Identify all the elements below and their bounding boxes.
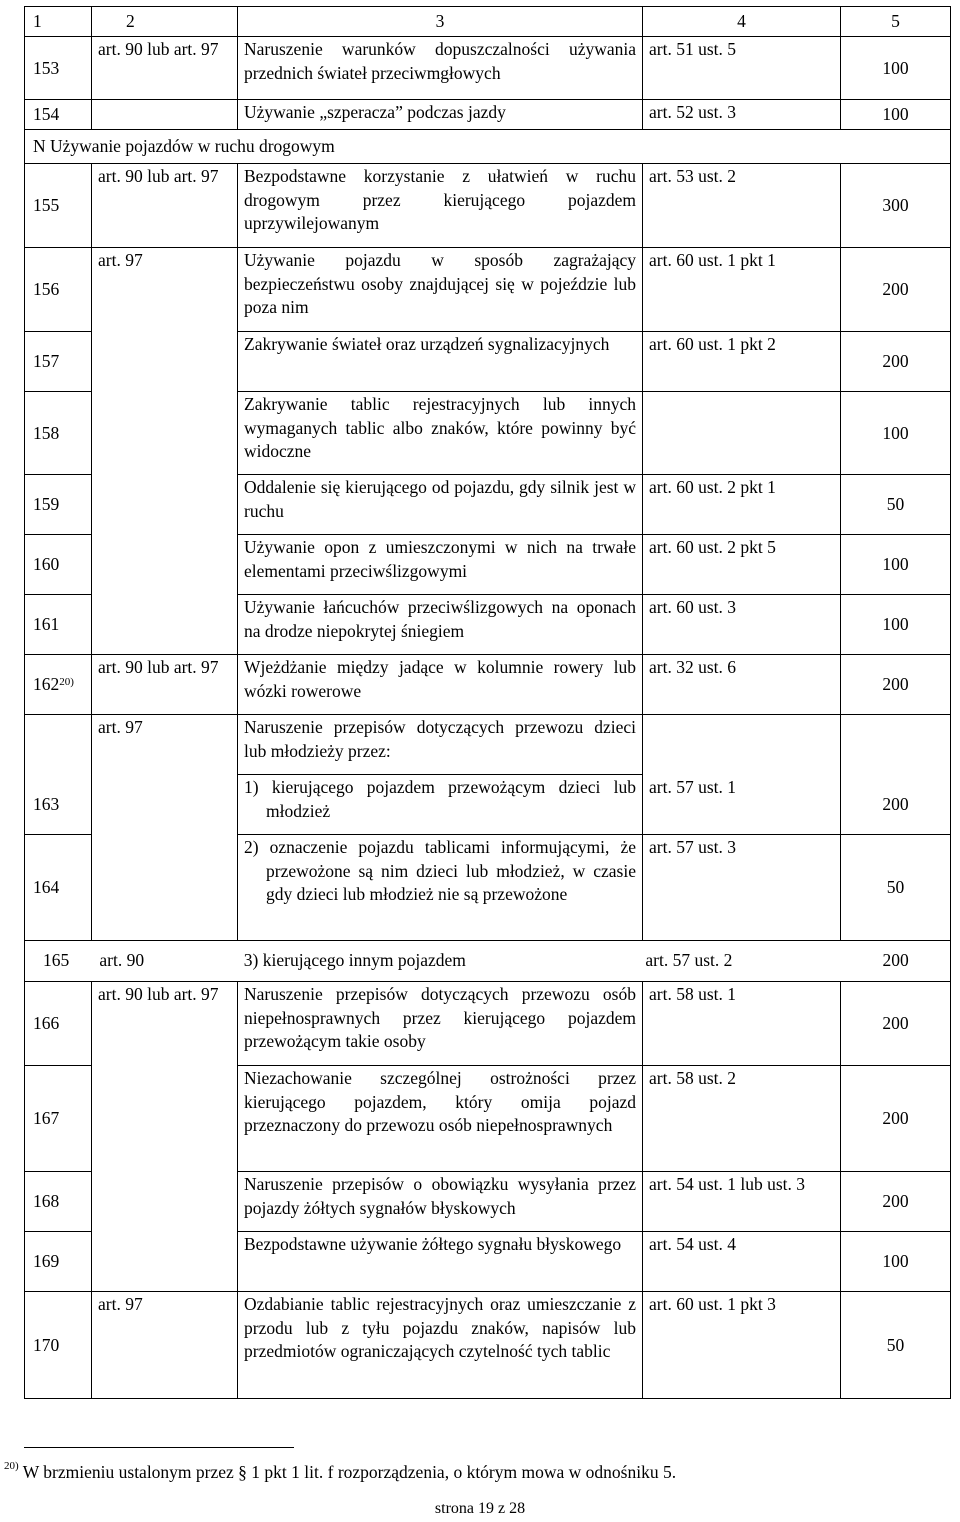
fine-amount: 200 — [882, 950, 909, 971]
offense-description: Ozdabianie tablic rejestracyjnych oraz umieszczanie z przodu lub z tyłu pojazdu znaków, napisów lub przedmiotów ograniczających czytelność tych tablic — [238, 1292, 643, 1399]
fine-amount: 200 — [841, 982, 951, 1066]
offense-description: Naruszenie warunków dopuszczalności używania przednich świateł przeciwmgłowych — [238, 37, 643, 100]
legal-article: art. 90 lub art. 97 — [92, 37, 238, 100]
legal-article: art. 90 — [99, 950, 145, 971]
legal-article — [92, 392, 238, 475]
legal-basis: art. 52 ust. 3 — [643, 100, 841, 130]
row-number-text: 162 — [33, 674, 60, 695]
offense-description: Używanie „szperacza” podczas jazdy — [238, 100, 643, 130]
row-number: 159 — [25, 475, 92, 535]
offense-description: Oddalenie się kierującego od pojazdu, gdy silnik jest w ruchu — [238, 475, 643, 535]
legal-basis: art. 58 ust. 2 — [643, 1066, 841, 1172]
offense-description: Bezpodstawne korzystanie z ułatwień w ruchu drogowym przez kierującego pojazdem uprzywilejowanym — [238, 164, 643, 248]
row-number — [25, 655, 92, 715]
row-number: 161 — [25, 595, 92, 655]
table-row — [25, 775, 951, 835]
legal-basis: art. 60 ust. 2 pkt 1 — [643, 475, 841, 535]
row-number: 170 — [25, 1292, 92, 1399]
legal-basis: art. 60 ust. 1 pkt 3 — [643, 1292, 841, 1399]
offense-description-text: 2) oznaczenie pojazdu tablicami informującymi, że przewożone są nim dzieci lub młodzież, w czasie gdy dzieci lub młodzież nie są przewożone — [244, 837, 636, 904]
table-row — [25, 1292, 951, 1399]
legal-basis — [643, 715, 841, 775]
table-row — [25, 37, 951, 100]
table-row — [25, 475, 951, 535]
row-number: 156 — [25, 248, 92, 332]
legal-basis: art. 51 ust. 5 — [643, 37, 841, 100]
row-number: 155 — [25, 164, 92, 248]
header-col-4: 4 — [643, 7, 841, 37]
fine-amount: 200 — [841, 1066, 951, 1172]
row-number — [25, 715, 92, 775]
group-header-row — [25, 715, 951, 775]
fine-amount: 300 — [841, 164, 951, 248]
table-row — [25, 595, 951, 655]
legal-basis: art. 60 ust. 1 pkt 1 — [643, 248, 841, 332]
footnote-ref: 20) — [59, 676, 74, 689]
legal-article — [92, 1066, 238, 1172]
fine-amount: 200 — [841, 775, 951, 835]
table-row — [25, 941, 951, 982]
offense-description: Używanie pojazdu w sposób zagrażający bezpieczeństwu osoby znajdującej się w pojeździe lub poza nim — [238, 248, 643, 332]
legal-basis: art. 60 ust. 2 pkt 5 — [643, 535, 841, 595]
fine-amount: 100 — [841, 37, 951, 100]
legal-article — [92, 1232, 238, 1292]
legal-basis: art. 60 ust. 3 — [643, 595, 841, 655]
table-row — [25, 248, 951, 332]
row-number: 165 — [43, 950, 70, 971]
legal-basis: art. 54 ust. 4 — [643, 1232, 841, 1292]
header-row — [25, 7, 951, 37]
row-number: 154 — [25, 100, 92, 130]
legal-basis: art. 32 ust. 6 — [643, 655, 841, 715]
legal-basis: art. 58 ust. 1 — [643, 982, 841, 1066]
row-number: 164 — [25, 835, 92, 941]
row-number: 157 — [25, 332, 92, 392]
row-number: 163 — [25, 775, 92, 835]
footnote-divider — [24, 1447, 294, 1448]
legal-article — [92, 595, 238, 655]
fine-amount: 100 — [841, 100, 951, 130]
offense-description: Wjeżdżanie między jadące w kolumnie rowery lub wózki rowerowe — [238, 655, 643, 715]
offense-description: Naruszenie przepisów dotyczących przewozu osób niepełnosprawnych przez kierującego pojazdem przewożącym takie osoby — [238, 982, 643, 1066]
header-col-5: 5 — [841, 7, 951, 37]
fine-amount — [841, 715, 951, 775]
table-row — [25, 1066, 951, 1172]
row-165-flow — [25, 941, 951, 982]
legal-article — [92, 332, 238, 392]
table-row — [25, 835, 951, 941]
legal-article — [92, 775, 238, 835]
fine-amount: 100 — [841, 392, 951, 475]
offense-description: Używanie opon z umieszczonymi w nich na trwałe elementami przeciwślizgowymi — [238, 535, 643, 595]
legal-article — [92, 835, 238, 941]
fine-amount: 50 — [841, 475, 951, 535]
row-number: 168 — [25, 1172, 92, 1232]
section-row — [25, 130, 951, 164]
legal-basis: art. 57 ust. 2 — [645, 950, 733, 971]
legal-article: art. 97 — [92, 1292, 238, 1399]
legal-article — [92, 535, 238, 595]
legal-article: art. 97 — [92, 715, 238, 775]
offense-description: Zakrywanie świateł oraz urządzeń sygnalizacyjnych — [238, 332, 643, 392]
row-number: 169 — [25, 1232, 92, 1292]
legal-basis: art. 60 ust. 1 pkt 2 — [643, 332, 841, 392]
fine-amount: 100 — [841, 595, 951, 655]
offense-description: 3) kierującego innym pojazdem — [243, 950, 466, 971]
section-heading: N Używanie pojazdów w ruchu drogowym — [25, 130, 951, 164]
legal-basis: art. 57 ust. 3 — [643, 835, 841, 941]
row-number: 153 — [25, 37, 92, 100]
row-number: 160 — [25, 535, 92, 595]
header-col-1: 1 — [25, 7, 92, 37]
offense-description: Niezachowanie szczególnej ostrożności przez kierującego pojazdem, który omija pojazd przeznaczony do przewozu osób niepełnosprawnych — [238, 1066, 643, 1172]
fine-amount: 100 — [841, 535, 951, 595]
table-row — [25, 392, 951, 475]
fine-amount: 200 — [841, 1172, 951, 1232]
legal-article: art. 90 lub art. 97 — [92, 982, 238, 1066]
row-number: 166 — [25, 982, 92, 1066]
table-row — [25, 100, 951, 130]
legal-basis: art. 57 ust. 1 — [643, 775, 841, 835]
row-number: 158 — [25, 392, 92, 475]
fine-amount: 50 — [841, 835, 951, 941]
row-number: 167 — [25, 1066, 92, 1172]
table-row — [25, 982, 951, 1066]
table-row — [25, 332, 951, 392]
table-row — [25, 655, 951, 715]
regulation-table — [24, 6, 951, 1399]
fine-amount: 100 — [841, 1232, 951, 1292]
fine-amount: 200 — [841, 248, 951, 332]
header-col-2: 2 — [92, 7, 238, 37]
header-col-3: 3 — [238, 7, 643, 37]
offense-description — [238, 835, 643, 941]
legal-article: art. 90 lub art. 97 — [92, 164, 238, 248]
legal-article: art. 90 lub art. 97 — [92, 655, 238, 715]
offense-description: Bezpodstawne używanie żółtego sygnału błyskowego — [238, 1232, 643, 1292]
group-description: Naruszenie przepisów dotyczących przewozu dzieci lub młodzieży przez: — [238, 715, 643, 775]
legal-basis — [643, 392, 841, 475]
footnote-mark: 20) — [4, 1460, 19, 1472]
legal-article — [92, 1172, 238, 1232]
table-row — [25, 1172, 951, 1232]
legal-article — [92, 100, 238, 130]
legal-article: art. 97 — [92, 248, 238, 332]
legal-article — [92, 475, 238, 535]
fine-amount: 200 — [841, 332, 951, 392]
fine-amount: 200 — [841, 655, 951, 715]
table-row — [25, 164, 951, 248]
offense-description — [238, 775, 643, 835]
footnote — [4, 1462, 676, 1483]
offense-description: Zakrywanie tablic rejestracyjnych lub innych wymaganych tablic albo znaków, które powinny być widoczne — [238, 392, 643, 475]
legal-basis: art. 53 ust. 2 — [643, 164, 841, 248]
offense-description-text: 1) kierującego pojazdem przewożącym dzieci lub młodzież — [244, 777, 636, 821]
offense-description: Naruszenie przepisów o obowiązku wysyłania przez pojazdy żółtych sygnałów błyskowych — [238, 1172, 643, 1232]
fine-amount: 50 — [841, 1292, 951, 1399]
row-165-inner — [25, 941, 950, 981]
footnote-text: W brzmieniu ustalonym przez § 1 pkt 1 lit. f rozporządzenia, o którym mowa w odnośniku 5. — [22, 1462, 677, 1482]
page-number: strona 19 z 28 — [434, 1500, 526, 1517]
legal-basis: art. 54 ust. 1 lub ust. 3 — [643, 1172, 841, 1232]
table-row — [25, 535, 951, 595]
table-row — [25, 1232, 951, 1292]
offense-description: Używanie łańcuchów przeciwślizgowych na oponach na drodze niepokrytej śniegiem — [238, 595, 643, 655]
